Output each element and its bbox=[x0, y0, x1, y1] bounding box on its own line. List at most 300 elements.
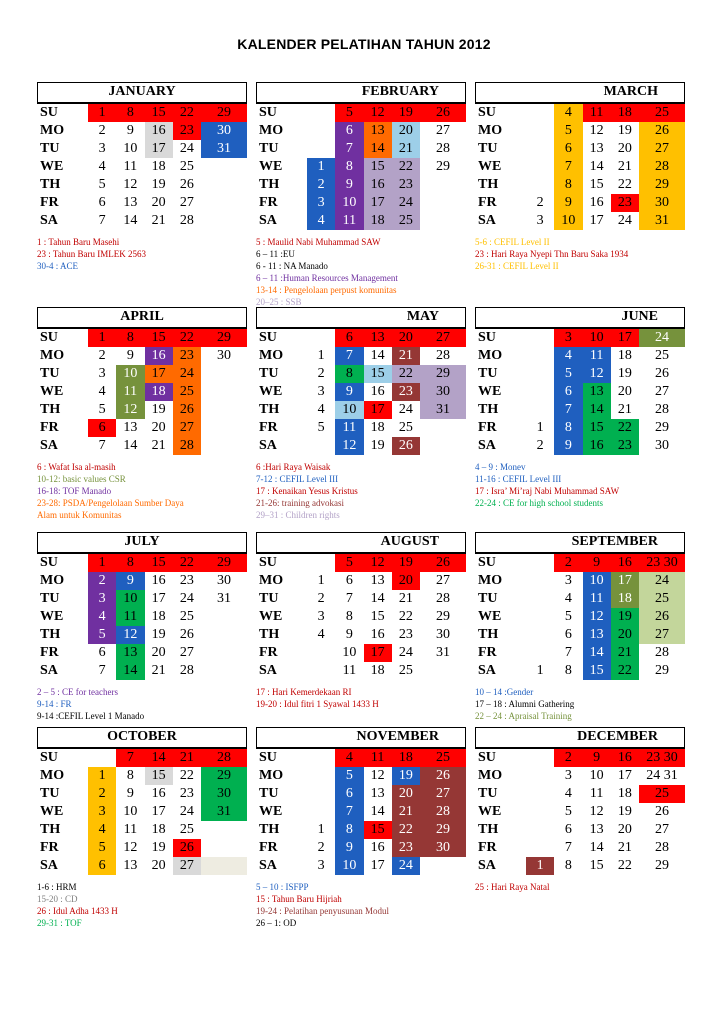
spacer bbox=[518, 347, 526, 365]
day-name: TU bbox=[40, 591, 60, 606]
date-cell: 3 bbox=[564, 768, 572, 783]
date-cell: 9 bbox=[345, 627, 353, 642]
day-name: SU bbox=[478, 750, 496, 765]
spacer bbox=[299, 437, 307, 455]
date-cell: 15 bbox=[583, 419, 611, 437]
date-cell: 22 bbox=[173, 104, 201, 122]
note-line: 26-31 : CEFIL Level II bbox=[475, 261, 559, 271]
date-cell bbox=[307, 122, 335, 140]
day-name: SU bbox=[478, 105, 496, 120]
date-cell: 11 bbox=[335, 419, 363, 437]
date-cell: 23 bbox=[173, 122, 201, 140]
date-cell: 12 bbox=[116, 626, 144, 644]
date-cell bbox=[526, 767, 554, 785]
date-cell: 27 bbox=[179, 195, 194, 210]
date-cell: 9 bbox=[554, 437, 582, 455]
spacer bbox=[518, 767, 526, 785]
month-header bbox=[475, 532, 685, 554]
date-cell: 30 bbox=[420, 383, 466, 401]
spacer bbox=[518, 437, 526, 455]
date-cell: 24 bbox=[639, 329, 685, 347]
date-cell: 22 bbox=[617, 858, 632, 873]
week-row bbox=[256, 572, 466, 590]
date-cell: 29 bbox=[655, 858, 669, 873]
date-cell: 7 bbox=[116, 749, 144, 767]
date-cell bbox=[307, 767, 335, 785]
day-name: WE bbox=[478, 804, 502, 819]
week-row bbox=[256, 383, 466, 401]
date-cell: 21 bbox=[398, 591, 413, 606]
date-cell: 6 bbox=[98, 645, 106, 660]
date-cell bbox=[307, 785, 335, 803]
day-name: WE bbox=[478, 384, 502, 399]
spacer bbox=[80, 122, 88, 140]
date-cell: 20 bbox=[151, 645, 166, 660]
note-line: 26 – 1: OD bbox=[256, 918, 297, 928]
day-name: SA bbox=[40, 438, 58, 453]
date-cell: 7 bbox=[564, 645, 572, 660]
week-row bbox=[37, 644, 247, 662]
date-cell: 30 bbox=[201, 785, 247, 803]
date-cell: 20 bbox=[392, 122, 420, 140]
date-cell bbox=[307, 104, 335, 122]
month-days bbox=[256, 329, 466, 455]
week-row bbox=[475, 572, 685, 590]
week-row bbox=[256, 158, 466, 176]
note-line: 10-12: basic values CSR bbox=[37, 474, 126, 484]
date-cell bbox=[526, 626, 554, 644]
spacer bbox=[518, 104, 526, 122]
date-cell: 22 bbox=[617, 177, 632, 192]
day-name: TU bbox=[478, 141, 498, 156]
date-cell: 6 bbox=[98, 195, 106, 210]
note-line: 30-4 : ACE bbox=[37, 261, 79, 271]
date-cell bbox=[526, 104, 554, 122]
spacer bbox=[80, 104, 88, 122]
day-name: TH bbox=[259, 402, 280, 417]
note-line: 17 : Hari Kemerdekaan RI bbox=[256, 687, 352, 697]
spacer bbox=[299, 857, 307, 875]
date-cell: 1 bbox=[88, 329, 116, 347]
date-cell: 7 bbox=[345, 591, 353, 606]
date-cell: 6 bbox=[335, 329, 363, 347]
date-cell: 10 bbox=[583, 572, 611, 590]
date-cell: 5 bbox=[554, 365, 582, 383]
date-cell: 12 bbox=[370, 768, 385, 783]
week-row bbox=[256, 626, 466, 644]
spacer bbox=[80, 437, 88, 455]
date-cell: 17 bbox=[151, 591, 166, 606]
month-september bbox=[475, 532, 685, 722]
date-cell: 19 bbox=[392, 554, 420, 572]
month-name: JANUARY bbox=[108, 84, 176, 99]
date-cell: 10 bbox=[554, 212, 582, 230]
month-name: AUGUST bbox=[380, 534, 439, 549]
month-days bbox=[256, 554, 466, 680]
date-cell: 17 bbox=[145, 140, 173, 158]
month-name: MARCH bbox=[603, 84, 658, 99]
date-cell bbox=[201, 401, 247, 419]
date-cell: 15 bbox=[589, 177, 604, 192]
date-cell: 28 bbox=[173, 437, 201, 455]
date-cell: 11 bbox=[116, 383, 144, 401]
month-notes bbox=[37, 686, 247, 722]
note-line: 21-26: training advokasi bbox=[256, 498, 344, 508]
week-row bbox=[475, 419, 685, 437]
date-cell: 16 bbox=[151, 786, 166, 801]
date-cell: 14 bbox=[583, 644, 611, 662]
day-name: WE bbox=[259, 804, 283, 819]
date-cell: 17 bbox=[611, 572, 639, 590]
spacer bbox=[80, 749, 88, 767]
date-cell: 16 bbox=[370, 627, 385, 642]
week-row bbox=[256, 122, 466, 140]
spacer bbox=[80, 857, 88, 875]
note-line: 15-20 : CD bbox=[37, 894, 78, 904]
week-row bbox=[37, 419, 247, 437]
date-cell: 26 bbox=[173, 839, 201, 857]
month-header bbox=[475, 82, 685, 104]
date-cell: 7 bbox=[98, 213, 106, 228]
date-cell: 20 bbox=[617, 141, 632, 156]
month-header bbox=[256, 82, 466, 104]
date-cell: 15 bbox=[145, 554, 173, 572]
date-cell: 10 bbox=[123, 804, 138, 819]
date-cell: 2 bbox=[554, 554, 582, 572]
day-name: FR bbox=[40, 195, 59, 210]
date-cell: 3 bbox=[564, 573, 572, 588]
date-cell: 14 bbox=[145, 749, 173, 767]
spacer bbox=[299, 365, 307, 383]
note-line: 22-24 : CE for high school students bbox=[475, 498, 603, 508]
day-name: FR bbox=[478, 840, 497, 855]
week-row bbox=[475, 749, 685, 767]
day-name: TU bbox=[478, 786, 498, 801]
date-cell: 14 bbox=[123, 438, 138, 453]
date-cell bbox=[307, 329, 335, 347]
date-cell: 24 31 bbox=[646, 768, 678, 783]
day-name: SU bbox=[259, 330, 277, 345]
week-row bbox=[475, 626, 685, 644]
date-cell: 12 bbox=[335, 437, 363, 455]
date-cell: 19 bbox=[617, 366, 632, 381]
date-cell: 17 bbox=[589, 213, 604, 228]
date-cell bbox=[526, 821, 554, 839]
week-row bbox=[256, 104, 466, 122]
week-row bbox=[256, 821, 466, 839]
date-cell bbox=[307, 140, 335, 158]
spacer bbox=[299, 176, 307, 194]
day-name: MO bbox=[259, 768, 284, 783]
date-cell: 13 bbox=[589, 141, 604, 156]
spacer bbox=[299, 329, 307, 347]
date-cell bbox=[526, 839, 554, 857]
date-cell bbox=[526, 554, 554, 572]
date-cell: 12 bbox=[123, 177, 138, 192]
date-cell: 15 bbox=[589, 858, 604, 873]
date-cell bbox=[420, 176, 466, 194]
date-cell: 13 bbox=[583, 383, 611, 401]
date-cell: 13 bbox=[583, 626, 611, 644]
date-cell: 6 bbox=[564, 822, 572, 837]
date-cell: 27 bbox=[420, 329, 466, 347]
date-cell: 23 bbox=[392, 383, 420, 401]
date-cell: 5 bbox=[335, 767, 363, 785]
spacer bbox=[80, 212, 88, 230]
day-name: SA bbox=[259, 663, 277, 678]
week-row bbox=[475, 401, 685, 419]
date-cell: 15 bbox=[145, 104, 173, 122]
date-cell: 14 bbox=[116, 662, 144, 680]
week-row bbox=[256, 857, 466, 875]
date-cell: 19 bbox=[617, 123, 632, 138]
spacer bbox=[80, 419, 88, 437]
spacer bbox=[80, 626, 88, 644]
spacer bbox=[299, 140, 307, 158]
week-row bbox=[475, 590, 685, 608]
month-header bbox=[37, 727, 247, 749]
note-line: 15 : Tahun Baru Hijriah bbox=[256, 894, 342, 904]
date-cell: 19 bbox=[151, 627, 166, 642]
date-cell: 21 bbox=[617, 840, 632, 855]
note-line: 9-14 :CEFIL Level 1 Manado bbox=[37, 711, 145, 721]
week-row bbox=[256, 419, 466, 437]
spacer bbox=[518, 626, 526, 644]
date-cell: 10 bbox=[335, 857, 363, 875]
date-cell: 17 bbox=[611, 329, 639, 347]
date-cell bbox=[201, 383, 247, 401]
day-name: TU bbox=[40, 141, 60, 156]
month-notes bbox=[37, 881, 247, 929]
date-cell: 24 bbox=[398, 645, 413, 660]
date-cell: 16 bbox=[611, 554, 639, 572]
day-name: SU bbox=[40, 105, 58, 120]
month-header bbox=[256, 727, 466, 749]
month-name: JULY bbox=[124, 534, 160, 549]
date-cell: 7 bbox=[335, 140, 363, 158]
date-cell: 13 bbox=[364, 329, 392, 347]
spacer bbox=[299, 554, 307, 572]
date-cell: 19 bbox=[392, 104, 420, 122]
date-cell: 2 bbox=[317, 591, 325, 606]
spacer bbox=[80, 383, 88, 401]
date-cell: 20 bbox=[151, 858, 166, 873]
spacer bbox=[299, 590, 307, 608]
note-line: 19-20 : Idul fitri 1 Syawal 1433 H bbox=[256, 699, 379, 709]
date-cell: 20 bbox=[617, 822, 632, 837]
date-cell: 18 bbox=[617, 786, 632, 801]
date-cell: 11 bbox=[342, 663, 357, 678]
note-line: 6 - 11 : NA Manado bbox=[256, 261, 328, 271]
date-cell bbox=[307, 803, 335, 821]
date-cell: 28 bbox=[639, 158, 685, 176]
day-name: TH bbox=[40, 822, 61, 837]
spacer bbox=[80, 644, 88, 662]
spacer bbox=[299, 785, 307, 803]
date-cell: 28 bbox=[436, 348, 450, 363]
date-cell: 26 bbox=[420, 767, 466, 785]
date-cell: 23 bbox=[392, 176, 420, 194]
date-cell bbox=[526, 644, 554, 662]
day-name: TU bbox=[478, 366, 498, 381]
day-name: SU bbox=[478, 330, 496, 345]
week-row bbox=[475, 857, 685, 875]
date-cell: 25 bbox=[639, 104, 685, 122]
date-cell bbox=[201, 857, 247, 875]
week-row bbox=[475, 662, 685, 680]
day-name: SA bbox=[259, 213, 277, 228]
date-cell: 18 bbox=[370, 420, 385, 435]
week-row bbox=[475, 329, 685, 347]
date-cell: 25 bbox=[179, 609, 194, 624]
date-cell: 20 bbox=[611, 626, 639, 644]
spacer bbox=[518, 857, 526, 875]
date-cell: 22 bbox=[179, 768, 194, 783]
date-cell: 21 bbox=[392, 347, 420, 365]
day-name: SA bbox=[478, 663, 496, 678]
date-cell: 20 bbox=[392, 329, 420, 347]
date-cell: 2 bbox=[88, 572, 116, 590]
date-cell: 8 bbox=[564, 663, 572, 678]
week-row bbox=[256, 644, 466, 662]
month-header bbox=[256, 532, 466, 554]
spacer bbox=[80, 554, 88, 572]
week-row bbox=[37, 122, 247, 140]
date-cell: 26 bbox=[173, 401, 201, 419]
date-cell: 23 30 bbox=[639, 749, 685, 767]
day-name: FR bbox=[40, 840, 59, 855]
date-cell: 29 bbox=[436, 609, 450, 624]
note-line: 23 : Hari Raya Nyepi Thn Baru Saka 1934 bbox=[475, 249, 629, 259]
date-cell: 1 bbox=[317, 822, 325, 837]
date-cell: 4 bbox=[98, 384, 106, 399]
date-cell: 22 bbox=[173, 554, 201, 572]
date-cell: 26 bbox=[420, 554, 466, 572]
spacer bbox=[518, 401, 526, 419]
day-name: TU bbox=[40, 366, 60, 381]
week-row bbox=[256, 365, 466, 383]
date-cell: 19 bbox=[151, 402, 166, 417]
date-cell: 15 bbox=[364, 821, 392, 839]
spacer bbox=[80, 590, 88, 608]
date-cell: 29 bbox=[201, 554, 247, 572]
week-row bbox=[37, 626, 247, 644]
date-cell: 9 bbox=[116, 572, 144, 590]
week-row bbox=[475, 821, 685, 839]
date-cell bbox=[201, 644, 247, 662]
date-cell: 15 bbox=[145, 767, 173, 785]
date-cell: 8 bbox=[345, 609, 353, 624]
note-line: 17 – 18 : Alumni Gathering bbox=[475, 699, 575, 709]
note-line: 26 : Idul Adha 1433 H bbox=[37, 906, 118, 916]
week-row bbox=[256, 329, 466, 347]
date-cell: 28 bbox=[655, 840, 669, 855]
day-name: TH bbox=[478, 627, 499, 642]
day-name: SU bbox=[40, 555, 58, 570]
week-row bbox=[37, 857, 247, 875]
date-cell bbox=[201, 839, 247, 857]
date-cell: 8 bbox=[335, 821, 363, 839]
spacer bbox=[518, 572, 526, 590]
date-cell: 13 bbox=[589, 822, 604, 837]
day-name: WE bbox=[259, 384, 283, 399]
date-cell: 11 bbox=[583, 347, 611, 365]
week-row bbox=[37, 347, 247, 365]
note-line: 23 : Tahun Baru IMLEK 2563 bbox=[37, 249, 146, 259]
date-cell: 1 bbox=[307, 158, 335, 176]
month-december bbox=[475, 727, 685, 893]
note-line: 4 – 9 : Monev bbox=[475, 462, 526, 472]
date-cell: 24 bbox=[179, 141, 194, 156]
spacer bbox=[518, 365, 526, 383]
date-cell: 6 bbox=[335, 785, 363, 803]
spacer bbox=[518, 383, 526, 401]
month-notes bbox=[37, 236, 247, 272]
date-cell bbox=[526, 785, 554, 803]
day-name: MO bbox=[259, 123, 284, 138]
date-cell: 2 bbox=[554, 749, 582, 767]
date-cell: 16 bbox=[364, 176, 392, 194]
date-cell: 1 bbox=[88, 767, 116, 785]
date-cell bbox=[420, 857, 466, 875]
day-name: MO bbox=[478, 123, 503, 138]
date-cell: 17 bbox=[151, 804, 166, 819]
date-cell: 28 bbox=[420, 803, 466, 821]
date-cell: 14 bbox=[370, 348, 385, 363]
date-cell: 21 bbox=[151, 213, 166, 228]
week-row bbox=[256, 140, 466, 158]
date-cell: 27 bbox=[173, 857, 201, 875]
week-row bbox=[256, 554, 466, 572]
date-cell: 31 bbox=[639, 212, 685, 230]
date-cell: 24 bbox=[173, 365, 201, 383]
month-days bbox=[256, 104, 466, 230]
date-cell: 31 bbox=[217, 591, 231, 606]
day-name: SU bbox=[259, 555, 277, 570]
date-cell: 10 bbox=[116, 590, 144, 608]
week-row bbox=[37, 401, 247, 419]
spacer bbox=[80, 821, 88, 839]
spacer bbox=[518, 662, 526, 680]
date-cell bbox=[526, 383, 554, 401]
month-name: JUNE bbox=[621, 309, 658, 324]
date-cell: 1 bbox=[536, 663, 544, 678]
date-cell: 21 bbox=[392, 140, 420, 158]
day-name: MO bbox=[478, 573, 503, 588]
week-row bbox=[256, 590, 466, 608]
week-row bbox=[37, 140, 247, 158]
date-cell: 5 bbox=[88, 626, 116, 644]
spacer bbox=[518, 608, 526, 626]
spacer bbox=[80, 839, 88, 857]
date-cell: 6 bbox=[554, 383, 582, 401]
spacer bbox=[299, 767, 307, 785]
date-cell: 28 bbox=[436, 591, 450, 606]
month-days bbox=[256, 749, 466, 875]
day-name: FR bbox=[259, 195, 278, 210]
spacer bbox=[299, 839, 307, 857]
date-cell: 15 bbox=[145, 329, 173, 347]
date-cell: 18 bbox=[145, 383, 173, 401]
date-cell: 30 bbox=[217, 348, 231, 363]
date-cell: 25 bbox=[639, 590, 685, 608]
date-cell: 29 bbox=[201, 767, 247, 785]
date-cell: 10 bbox=[589, 768, 604, 783]
date-cell: 2 bbox=[317, 366, 325, 381]
date-cell: 27 bbox=[179, 645, 194, 660]
date-cell: 29 bbox=[655, 663, 669, 678]
spacer bbox=[518, 749, 526, 767]
